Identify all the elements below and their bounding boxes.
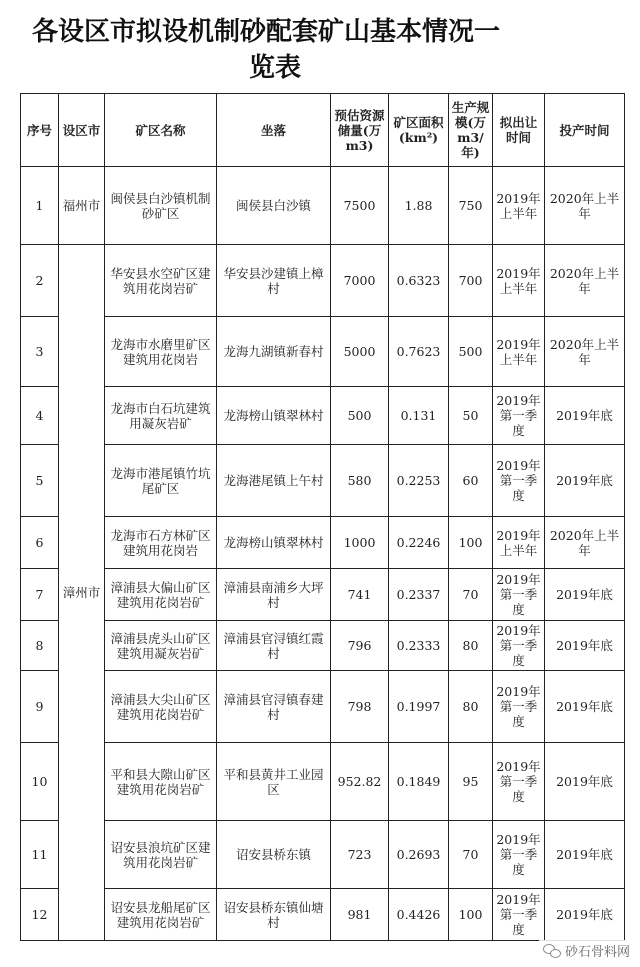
cell-seq: 4 xyxy=(21,387,59,445)
cell-city-fuzhou: 福州市 xyxy=(59,167,105,245)
header-city: 设区市 xyxy=(59,94,105,167)
cell-permit: 2019年上半年 xyxy=(493,245,545,317)
cell-production: 2020年上半年 xyxy=(545,245,625,317)
cell-permit: 2019年第一季度 xyxy=(493,445,545,517)
cell-production: 2020年上半年 xyxy=(545,317,625,387)
cell-production: 2019年底 xyxy=(545,569,625,621)
cell-location: 漳浦县官浔镇春建村 xyxy=(217,671,331,743)
header-permit: 拟出让时间 xyxy=(493,94,545,167)
cell-mine: 龙海市水磨里矿区建筑用花岗岩 xyxy=(105,317,217,387)
cell-mine: 诏安县龙船尾矿区建筑用花岗岩矿 xyxy=(105,889,217,941)
cell-area: 0.1997 xyxy=(389,671,449,743)
header-mine: 矿区名称 xyxy=(105,94,217,167)
cell-seq: 11 xyxy=(21,821,59,889)
table-row xyxy=(21,889,625,941)
header-area: 矿区面积(km²) xyxy=(389,94,449,167)
cell-seq: 12 xyxy=(21,889,59,941)
cell-reserve: 1000 xyxy=(331,517,389,569)
header-reserve: 预估资源储量(万m3) xyxy=(331,94,389,167)
cell-reserve: 741 xyxy=(331,569,389,621)
wechat-icon xyxy=(543,943,561,959)
cell-area: 1.88 xyxy=(389,167,449,245)
cell-mine: 华安县水空矿区建筑用花岗岩矿 xyxy=(105,245,217,317)
cell-reserve: 580 xyxy=(331,445,389,517)
cell-scale: 50 xyxy=(449,387,493,445)
cell-location: 漳浦县南浦乡大坪村 xyxy=(217,569,331,621)
table-row xyxy=(21,245,625,317)
cell-location: 龙海九湖镇新春村 xyxy=(217,317,331,387)
cell-seq: 6 xyxy=(21,517,59,569)
cell-scale: 80 xyxy=(449,621,493,671)
cell-scale: 500 xyxy=(449,317,493,387)
cell-city-zhangzhou: 漳州市 xyxy=(59,245,105,941)
table-row xyxy=(21,671,625,743)
header-location: 坐落 xyxy=(217,94,331,167)
cell-scale: 700 xyxy=(449,245,493,317)
cell-scale: 100 xyxy=(449,889,493,941)
header-seq: 序号 xyxy=(21,94,59,167)
cell-seq: 1 xyxy=(21,167,59,245)
cell-mine: 龙海市白石坑建筑用凝灰岩矿 xyxy=(105,387,217,445)
table-row xyxy=(21,743,625,821)
cell-area: 0.2693 xyxy=(389,821,449,889)
cell-permit: 2019年第一季度 xyxy=(493,387,545,445)
cell-production: 2019年底 xyxy=(545,621,625,671)
cell-location: 平和县黄井工业园区 xyxy=(217,743,331,821)
cell-production: 2020年上半年 xyxy=(545,517,625,569)
cell-production: 2019年底 xyxy=(545,387,625,445)
cell-mine: 漳浦县虎头山矿区建筑用凝灰岩矿 xyxy=(105,621,217,671)
cell-area: 0.2333 xyxy=(389,621,449,671)
watermark-text: 砂石骨料网 xyxy=(564,945,630,960)
table-row xyxy=(21,317,625,387)
table-row xyxy=(21,167,625,245)
cell-permit: 2019年上半年 xyxy=(493,517,545,569)
header-production: 投产时间 xyxy=(545,94,625,167)
cell-location: 龙海榜山镇翠林村 xyxy=(217,387,331,445)
cell-seq: 3 xyxy=(21,317,59,387)
cell-seq: 10 xyxy=(21,743,59,821)
cell-scale: 70 xyxy=(449,821,493,889)
cell-scale: 100 xyxy=(449,517,493,569)
cell-reserve: 796 xyxy=(331,621,389,671)
cell-location: 诏安县桥东镇 xyxy=(217,821,331,889)
table-header-row xyxy=(21,94,625,167)
cell-permit: 2019年第一季度 xyxy=(493,569,545,621)
table-row xyxy=(21,517,625,569)
cell-reserve: 981 xyxy=(331,889,389,941)
table-row xyxy=(21,569,625,621)
cell-permit: 2019年第一季度 xyxy=(493,821,545,889)
cell-location: 华安县沙建镇上樟村 xyxy=(217,245,331,317)
cell-area: 0.2246 xyxy=(389,517,449,569)
cell-seq: 8 xyxy=(21,621,59,671)
cell-area: 0.1849 xyxy=(389,743,449,821)
cell-location: 闽侯县白沙镇 xyxy=(217,167,331,245)
cell-area: 0.131 xyxy=(389,387,449,445)
cell-scale: 70 xyxy=(449,569,493,621)
page-title xyxy=(20,14,620,86)
cell-scale: 750 xyxy=(449,167,493,245)
cell-permit: 2019年第一季度 xyxy=(493,889,545,941)
cell-reserve: 723 xyxy=(331,821,389,889)
cell-mine: 漳浦县大偏山矿区建筑用花岗岩矿 xyxy=(105,569,217,621)
title-line-1: 各设区市拟设机制砂配套矿山基本情况一 xyxy=(32,17,501,47)
cell-mine: 闽侯县白沙镇机制砂矿区 xyxy=(105,167,217,245)
watermark xyxy=(539,940,634,961)
cell-location: 龙海港尾镇上午村 xyxy=(217,445,331,517)
cell-seq: 9 xyxy=(21,671,59,743)
cell-location: 龙海榜山镇翠林村 xyxy=(217,517,331,569)
cell-permit: 2019年第一季度 xyxy=(493,743,545,821)
cell-production: 2019年底 xyxy=(545,445,625,517)
cell-location: 漳浦县官浔镇红霞村 xyxy=(217,621,331,671)
table-row xyxy=(21,621,625,671)
cell-reserve: 7500 xyxy=(331,167,389,245)
cell-area: 0.2253 xyxy=(389,445,449,517)
table-row xyxy=(21,387,625,445)
cell-mine: 平和县大隙山矿区建筑用花岗岩矿 xyxy=(105,743,217,821)
table-row xyxy=(21,821,625,889)
cell-area: 0.6323 xyxy=(389,245,449,317)
cell-mine: 诏安县浪坑矿区建筑用花岗岩矿 xyxy=(105,821,217,889)
cell-seq: 5 xyxy=(21,445,59,517)
cell-mine: 龙海市港尾镇竹坑尾矿区 xyxy=(105,445,217,517)
cell-reserve: 500 xyxy=(331,387,389,445)
cell-seq: 7 xyxy=(21,569,59,621)
cell-scale: 60 xyxy=(449,445,493,517)
cell-location: 诏安县桥东镇仙塘村 xyxy=(217,889,331,941)
cell-seq: 2 xyxy=(21,245,59,317)
cell-permit: 2019年上半年 xyxy=(493,317,545,387)
cell-production: 2019年底 xyxy=(545,671,625,743)
cell-area: 0.7623 xyxy=(389,317,449,387)
cell-production: 2019年底 xyxy=(545,821,625,889)
cell-scale: 80 xyxy=(449,671,493,743)
cell-area: 0.4426 xyxy=(389,889,449,941)
cell-reserve: 7000 xyxy=(331,245,389,317)
cell-reserve: 5000 xyxy=(331,317,389,387)
cell-mine: 漳浦县大尖山矿区建筑用花岗岩矿 xyxy=(105,671,217,743)
cell-reserve: 952.82 xyxy=(331,743,389,821)
cell-mine: 龙海市石方林矿区建筑用花岗岩 xyxy=(105,517,217,569)
cell-area: 0.2337 xyxy=(389,569,449,621)
cell-permit: 2019年第一季度 xyxy=(493,621,545,671)
mine-table xyxy=(20,93,625,941)
cell-production: 2019年底 xyxy=(545,889,625,941)
cell-reserve: 798 xyxy=(331,671,389,743)
title-line-2: 览表 xyxy=(248,53,301,83)
cell-production: 2019年底 xyxy=(545,743,625,821)
cell-scale: 95 xyxy=(449,743,493,821)
cell-permit: 2019年第一季度 xyxy=(493,671,545,743)
cell-permit: 2019年上半年 xyxy=(493,167,545,245)
cell-production: 2020年上半年 xyxy=(545,167,625,245)
header-scale: 生产规模(万m3/年) xyxy=(449,94,493,167)
table-row xyxy=(21,445,625,517)
